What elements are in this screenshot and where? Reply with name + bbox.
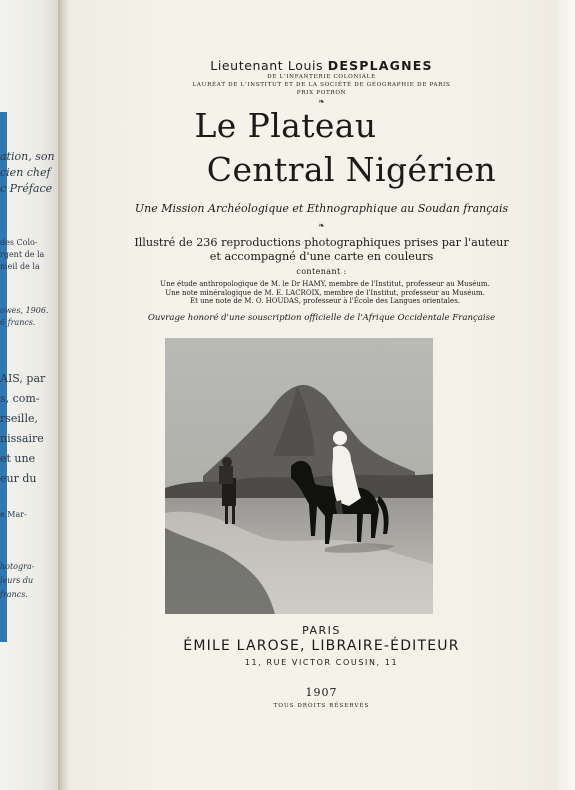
author-surname: DESPLAGNES xyxy=(327,58,433,73)
illustrations-line-2: et accompagné d'une carte en couleurs xyxy=(209,250,434,263)
left-page-fragment: s, com- xyxy=(0,392,40,405)
book-title-line-1: Le Plateau xyxy=(194,106,377,145)
contents-item: Et une note de M. O. HOUDAS, professeur à l'École des Langues orientales. xyxy=(189,297,461,305)
left-page-fragment: 6 francs. xyxy=(0,318,36,327)
left-page-fragment: rgent de la xyxy=(0,250,45,259)
left-page-fragment: des Colo- xyxy=(0,238,38,247)
author-line xyxy=(68,58,575,73)
publication-year: 1907 xyxy=(305,686,338,699)
left-page-fragment: ation, son xyxy=(0,150,55,163)
contents-label: contenant : xyxy=(296,267,347,276)
author-first-name: Lieutenant Louis xyxy=(210,58,324,73)
contents-item: Une note minéralogique de M. E. LACROIX, membre de l'Institut, professeur au Muséum. xyxy=(165,289,485,297)
author-prize: PRIX POTRON xyxy=(296,90,347,96)
left-page-fragment: leurs du xyxy=(0,576,34,585)
book-title-line-2: Central Nigérien xyxy=(206,150,497,189)
title-page xyxy=(68,0,575,790)
illustrations-line-1: Illustré de 236 reproductions photographiques prises par l'auteur xyxy=(134,236,509,249)
left-page-fragment: francs. xyxy=(0,590,28,599)
left-page-fragment: AIS, par xyxy=(0,372,46,385)
left-page-fragment: rseille, xyxy=(0,412,38,425)
contents-item: Une étude anthropologique de M. le Dr HAMY, membre de l'Institut, professeur au Muséum. xyxy=(160,280,490,288)
left-page-fragment: c Préface xyxy=(0,182,53,195)
left-page-fragment: owes, 1906. xyxy=(0,306,49,315)
left-page-fragment: hotogra- xyxy=(0,562,35,571)
official-honor: Ouvrage honoré d'une souscription officielle de l'Afrique Occidentale Française xyxy=(147,313,496,323)
author-laureate: LAURÉAT DE L'INSTITUT ET DE LA SOCIÉTÉ DE GÉOGRAPHIE DE PARIS xyxy=(192,82,451,88)
publisher: ÉMILE LAROSE, LIBRAIRE-ÉDITEUR xyxy=(183,638,460,654)
left-page-fragment: et une xyxy=(0,452,36,465)
ornament-icon: ❧ xyxy=(318,97,325,106)
left-page-fragment: cien chef xyxy=(0,166,51,179)
left-page-fragment: e Mar- xyxy=(0,510,27,519)
left-page-fragment: eur du xyxy=(0,472,37,485)
rights-notice: TOUS DROITS RÉSERVÉS xyxy=(273,703,370,709)
left-page-fragment: nissaire xyxy=(0,432,44,445)
publication-city: PARIS xyxy=(302,624,341,637)
frontispiece-image xyxy=(165,338,433,614)
page-edge xyxy=(557,0,575,790)
publisher-address: 11, RUE VICTOR COUSIN, 11 xyxy=(244,658,399,667)
author-rank: DE L'INFANTERIE COLONIALE xyxy=(267,74,376,80)
frontispiece-photo xyxy=(165,338,433,614)
left-page-fragment: meil de la xyxy=(0,262,40,271)
ornament-icon: ❧ xyxy=(318,221,325,230)
book-subtitle: Une Mission Archéologique et Ethnographique au Soudan français xyxy=(134,202,509,215)
